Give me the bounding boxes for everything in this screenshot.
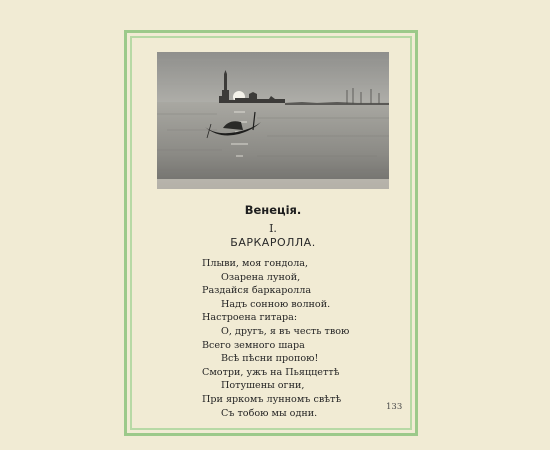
poem-line: Потушены огни, [221,380,305,392]
poem-number: I. [269,222,277,235]
poem-text [202,257,402,420]
venice-illustration [157,52,389,189]
poem-line: О, другъ, я въ честь твою [221,325,350,337]
poem-line: Смотри, ужъ на Пьяццеттѣ [202,366,340,378]
page-number: 133 [386,402,403,412]
poem-line: Надъ сонною волной. [221,298,331,310]
poem-title: БАРКАРОЛЛА. [230,236,316,249]
poem-line: Всѣ пѣсни пропою! [221,353,319,365]
poem-line: Плыви, моя гондола, [202,258,309,269]
poem-line: Всего земного шара [202,339,305,351]
poem-line: Съ тобою мы одни. [221,407,318,419]
poem-section-title: Венеція. [244,203,302,217]
poem-line: При яркомъ лунномъ свѣтѣ [202,393,342,405]
poem-line: Раздайся баркаролла [202,285,312,297]
poem-line: Настроена гитара: [202,312,298,324]
poem-line: Озарена луной, [221,271,301,283]
